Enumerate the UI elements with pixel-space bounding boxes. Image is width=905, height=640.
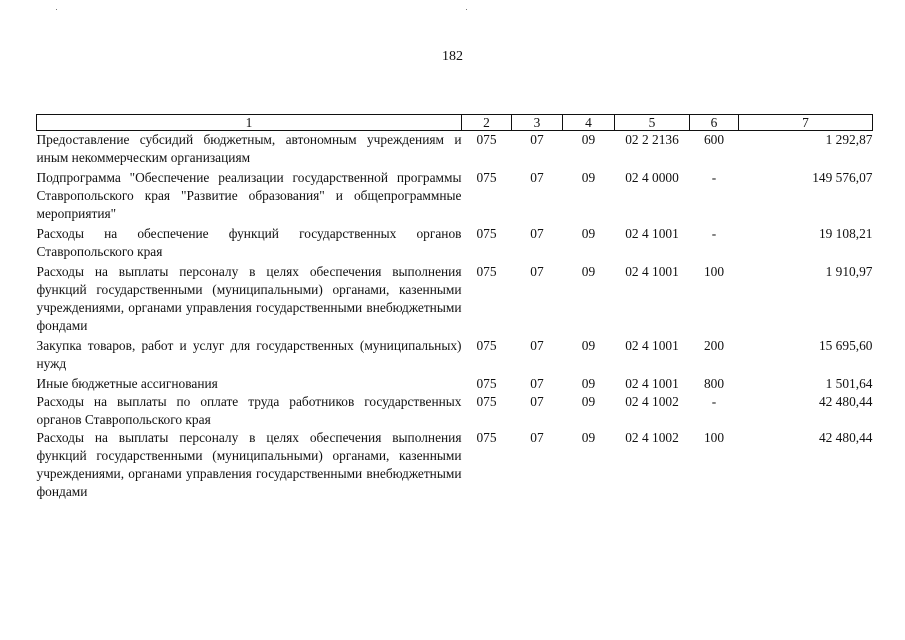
section-code: 07 xyxy=(530,376,544,391)
expense-type-code: - xyxy=(711,170,717,185)
amount: 42 480,44 xyxy=(818,430,873,445)
expense-description: Закупка товаров, работ и услуг для государственных (муниципальных) нужд xyxy=(36,338,462,371)
ministry-code: 075 xyxy=(476,226,497,241)
amount: 149 576,07 xyxy=(812,170,873,185)
table-row xyxy=(37,375,873,393)
column-header: 5 xyxy=(615,115,690,131)
table-row xyxy=(37,225,873,263)
expense-type-code: 100 xyxy=(703,264,725,279)
expense-description: Иные бюджетные ассигнования xyxy=(36,376,218,391)
subsection-code: 09 xyxy=(581,226,596,241)
ministry-code: 075 xyxy=(476,132,497,147)
amount: 42 480,44 xyxy=(818,394,873,409)
target-article-code: 02 4 1001 xyxy=(625,338,679,353)
amount: 1 910,97 xyxy=(825,264,873,279)
expense-type-code: 100 xyxy=(703,430,725,445)
table-row xyxy=(37,169,873,225)
amount: 19 108,21 xyxy=(818,226,873,241)
target-article-code: 02 2 2136 xyxy=(625,132,679,147)
table-row xyxy=(37,337,873,375)
expense-description: Предоставление субсидий бюджетным, автономным учреждениям и иным некоммерческим организациям xyxy=(36,132,462,165)
table-row xyxy=(37,131,873,170)
table-row xyxy=(37,263,873,337)
budget-table xyxy=(36,114,873,501)
ministry-code: 075 xyxy=(476,430,497,445)
column-header: 1 xyxy=(37,115,462,131)
header-row xyxy=(37,115,873,131)
subsection-code: 09 xyxy=(581,132,596,147)
expense-description: Расходы на выплаты персоналу в целях обеспечения выполнения функций государственными (муниципальными) органами, казенными учреждениями, органами управления государственными внебюджетными фондами xyxy=(36,430,462,499)
section-code: 07 xyxy=(530,132,544,147)
subsection-code: 09 xyxy=(581,264,596,279)
section-code: 07 xyxy=(530,338,544,353)
expense-type-code: - xyxy=(711,394,717,409)
section-code: 07 xyxy=(530,264,544,279)
amount: 1 292,87 xyxy=(825,132,873,147)
amount: 1 501,64 xyxy=(825,376,873,391)
expense-description: Расходы на выплаты по оплате труда работников государственных органов Ставропольского края xyxy=(36,394,462,427)
scan-speck xyxy=(466,9,467,10)
section-code: 07 xyxy=(530,226,544,241)
column-header: 6 xyxy=(690,115,739,131)
subsection-code: 09 xyxy=(581,170,596,185)
target-article-code: 02 4 1001 xyxy=(625,264,679,279)
column-header: 7 xyxy=(739,115,873,131)
target-article-code: 02 4 1002 xyxy=(625,430,679,445)
target-article-code: 02 4 1001 xyxy=(625,226,679,241)
ministry-code: 075 xyxy=(476,170,497,185)
section-code: 07 xyxy=(530,394,544,409)
expense-description: Расходы на обеспечение функций государственных органов Ставропольского края xyxy=(36,226,462,259)
expense-type-code: 200 xyxy=(703,338,725,353)
scan-speck xyxy=(56,9,57,10)
target-article-code: 02 4 0000 xyxy=(625,170,679,185)
expense-type-code: - xyxy=(711,226,717,241)
column-header: 3 xyxy=(512,115,563,131)
table-row xyxy=(37,429,873,501)
column-header: 2 xyxy=(462,115,512,131)
section-code: 07 xyxy=(530,430,544,445)
column-header: 4 xyxy=(563,115,615,131)
page-number: 182 xyxy=(442,49,463,64)
subsection-code: 09 xyxy=(581,394,596,409)
expense-type-code: 800 xyxy=(703,376,725,391)
subsection-code: 09 xyxy=(581,376,596,391)
section-code: 07 xyxy=(530,170,544,185)
amount: 15 695,60 xyxy=(818,338,873,353)
subsection-code: 09 xyxy=(581,338,596,353)
subsection-code: 09 xyxy=(581,430,596,445)
target-article-code: 02 4 1001 xyxy=(625,376,679,391)
ministry-code: 075 xyxy=(476,394,497,409)
expense-type-code: 600 xyxy=(703,132,725,147)
ministry-code: 075 xyxy=(476,376,497,391)
ministry-code: 075 xyxy=(476,338,497,353)
ministry-code: 075 xyxy=(476,264,497,279)
expense-description: Подпрограмма "Обеспечение реализации государственной программы Ставропольского края "Развитие образования" и общепрограммные мероприятия" xyxy=(36,170,462,221)
expense-description: Расходы на выплаты персоналу в целях обеспечения выполнения функций государственными (муниципальными) органами, казенными учреждениями, органами управления государственными внебюджетными фондами xyxy=(36,264,462,333)
target-article-code: 02 4 1002 xyxy=(625,394,679,409)
table-row xyxy=(37,393,873,429)
